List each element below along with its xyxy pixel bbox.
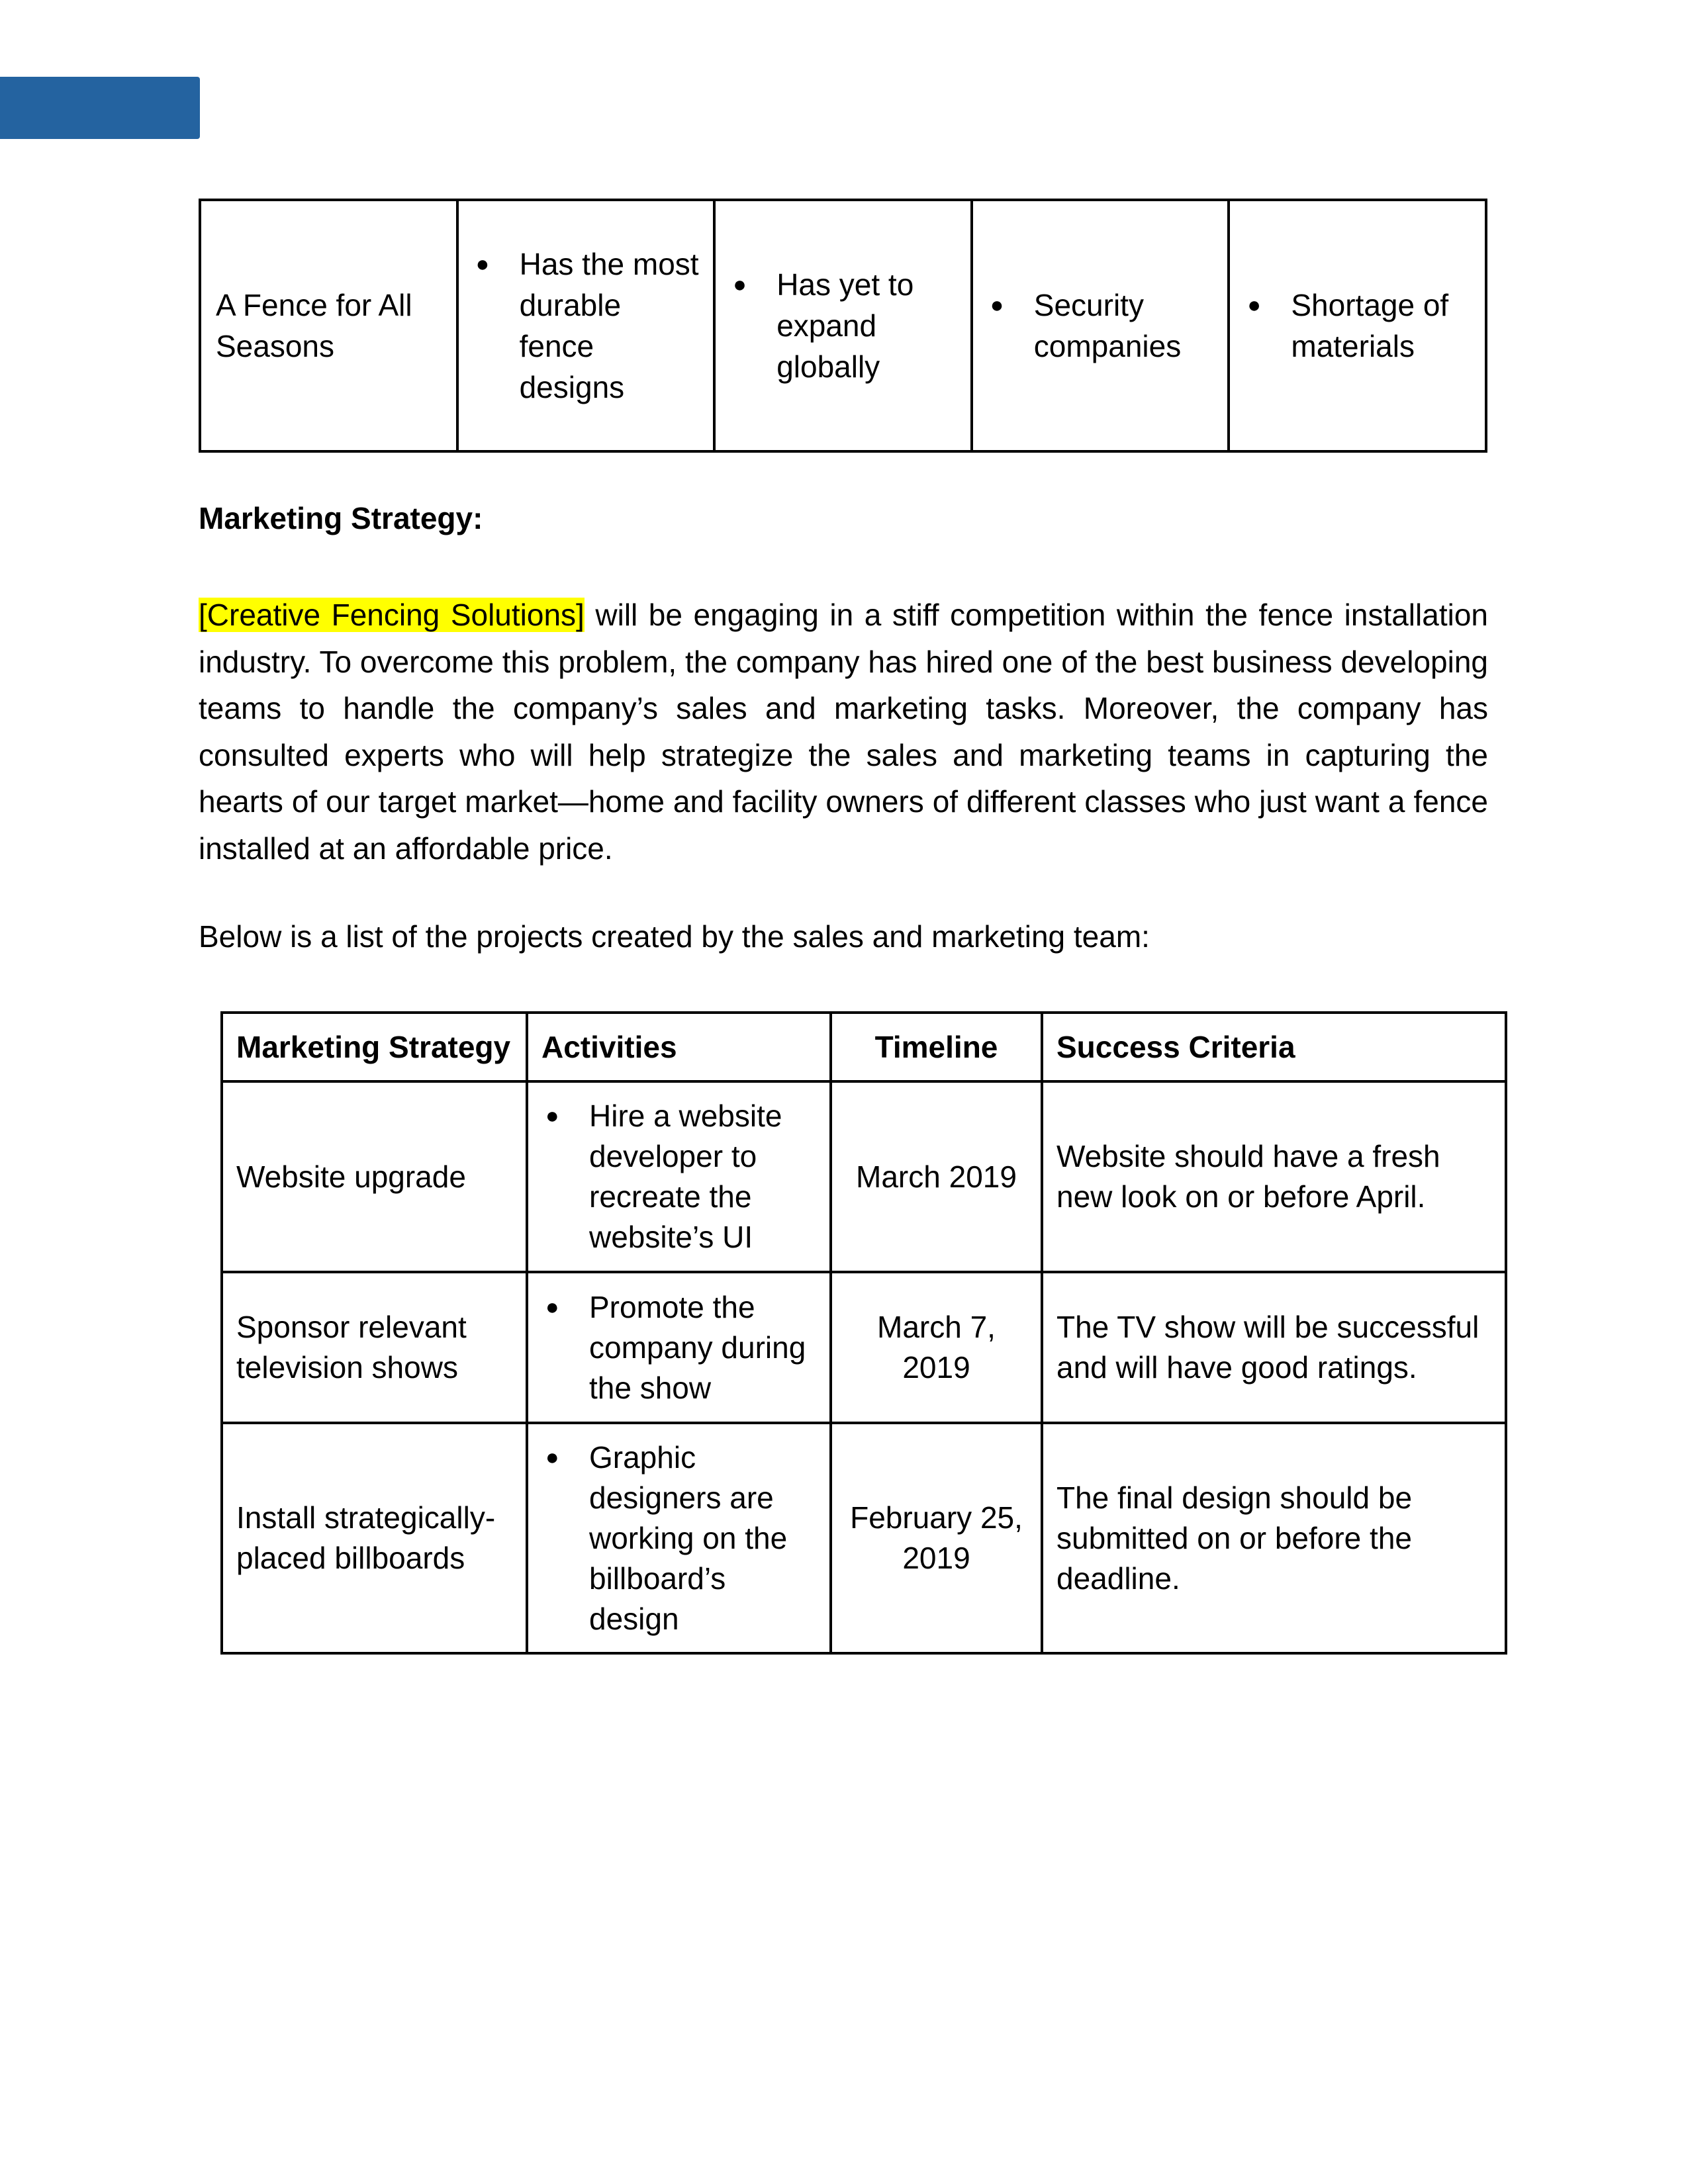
bullet-icon: ● <box>545 1444 559 1470</box>
table-row <box>222 1272 1506 1423</box>
threat-text: Shortage of materials <box>1291 288 1449 363</box>
table-row <box>222 1081 1506 1272</box>
strategy-cell: Sponsor relevant television shows <box>222 1272 527 1423</box>
list-item <box>541 1437 816 1639</box>
company-name-highlight: [Creative Fencing Solutions] <box>199 598 585 632</box>
activity-text: Promote the company during the show <box>589 1289 806 1405</box>
activity-list <box>541 1096 816 1257</box>
marketing-paragraph <box>199 592 1488 872</box>
bullet-icon: ● <box>1247 293 1261 318</box>
strategy-cell: Website upgrade <box>222 1081 527 1272</box>
header-marketing-strategy: Marketing Strategy <box>222 1013 527 1081</box>
activity-list <box>541 1287 816 1408</box>
competitor-table <box>199 199 1487 453</box>
bullet-icon: ● <box>545 1103 559 1128</box>
header-activities: Activities <box>527 1013 831 1081</box>
paragraph-text: will be engaging in a stiff competition within the fence installation industry. To overcome this problem, the company has hired one of the best business developing teams to handle the company’s sales and marketing tasks. Moreover, the company has consulted experts who will help strategize the sales and marketing teams in capturing the hearts of our target market—home and facility owners of different classes who just want a fence installed at an affordable price. <box>199 598 1488 866</box>
opportunity-list <box>986 285 1215 367</box>
bullet-icon: ● <box>545 1294 559 1320</box>
threat-list <box>1243 285 1472 367</box>
list-item <box>472 244 700 408</box>
strength-cell <box>457 200 715 451</box>
header-success-criteria: Success Criteria <box>1042 1013 1506 1081</box>
strength-list <box>472 244 700 408</box>
timeline-cell: March 2019 <box>831 1081 1042 1272</box>
projects-intro: Below is a list of the projects created by the sales and marketing team: <box>199 919 1150 954</box>
competitor-name: A Fence for All Seasons <box>216 288 412 363</box>
bullet-icon: ● <box>990 293 1004 318</box>
weakness-list <box>729 264 957 387</box>
timeline-cell: March 7, 2019 <box>831 1272 1042 1423</box>
activity-list <box>541 1437 816 1639</box>
table-row <box>222 1423 1506 1653</box>
list-item <box>729 264 957 387</box>
weakness-text: Has yet to expand globally <box>776 267 914 384</box>
table-row <box>200 200 1486 451</box>
timeline-cell: February 25, 2019 <box>831 1423 1042 1653</box>
projects-table <box>220 1011 1507 1655</box>
header-timeline: Timeline <box>831 1013 1042 1081</box>
threat-cell <box>1229 200 1486 451</box>
criteria-cell: The TV show will be successful and will have good ratings. <box>1042 1272 1506 1423</box>
bullet-icon: ● <box>733 272 747 297</box>
list-item <box>541 1287 816 1408</box>
section-heading: Marketing Strategy: <box>199 501 483 535</box>
activity-text: Graphic designers are working on the billboard’s design <box>589 1439 788 1636</box>
bullet-icon: ● <box>475 251 490 277</box>
activity-cell <box>527 1081 831 1272</box>
header-tab-decoration <box>0 77 200 139</box>
opportunity-cell <box>972 200 1229 451</box>
opportunity-text: Security companies <box>1033 288 1182 363</box>
table-header-row <box>222 1013 1506 1081</box>
strategy-cell: Install strategically-placed billboards <box>222 1423 527 1653</box>
activity-cell <box>527 1272 831 1423</box>
list-item <box>541 1096 816 1257</box>
criteria-cell: The final design should be submitted on or before the deadline. <box>1042 1423 1506 1653</box>
weakness-cell <box>714 200 972 451</box>
activity-cell <box>527 1423 831 1653</box>
criteria-cell: Website should have a fresh new look on or before April. <box>1042 1081 1506 1272</box>
activity-text: Hire a website developer to recreate the website’s UI <box>589 1099 782 1254</box>
strength-text: Has the most durable fence designs <box>519 247 699 404</box>
competitor-name-cell <box>200 200 457 451</box>
list-item <box>1243 285 1472 367</box>
list-item <box>986 285 1215 367</box>
